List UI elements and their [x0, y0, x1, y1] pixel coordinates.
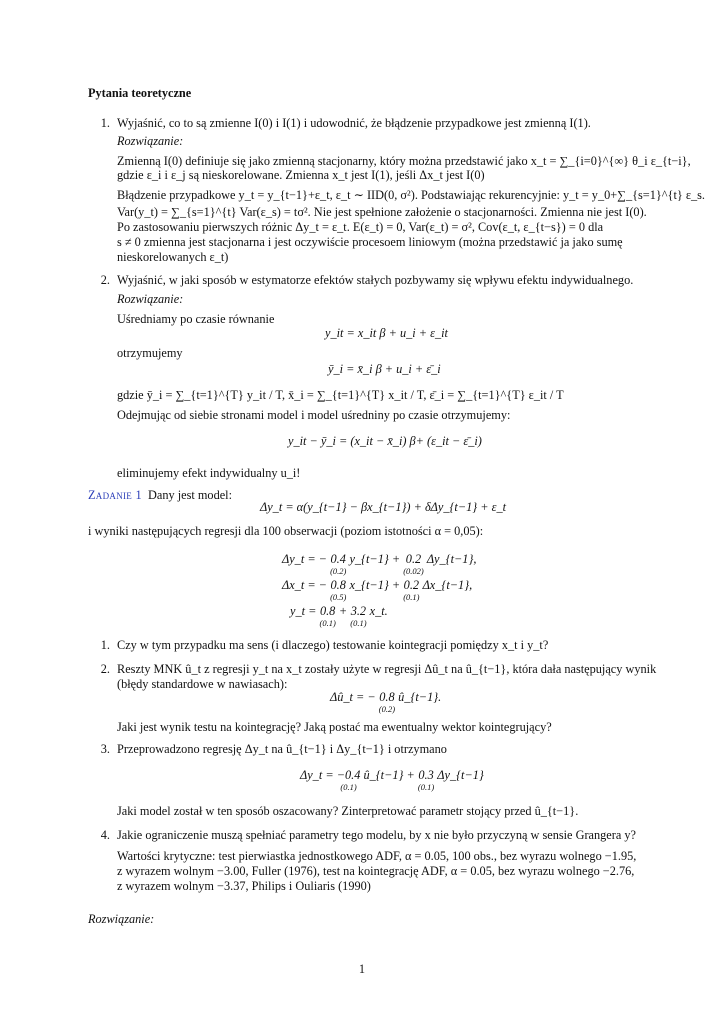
q2-equation-1: y_it = x_it β + u_i + ε_it	[325, 326, 448, 340]
q2-equation-2: ȳ_i = x̄_i β + u_i + ε̄_i	[328, 362, 441, 376]
reg3-se-1: (0.1)	[319, 618, 336, 628]
reg1-coef-1: 0.4	[330, 552, 346, 566]
item3-text1: Przeprowadzono regresję Δy_t na û_{t−1} i Δy_{t−1} i otrzymano	[117, 742, 447, 756]
item3-se-2: (0.1)	[417, 782, 435, 792]
item1-number: 1.	[100, 638, 110, 652]
regression-3: y_t = 0.8 (0.1) + 3.2 (0.1) x_t.	[290, 604, 388, 628]
zadanie-intro: Dany jest model:	[148, 488, 233, 502]
zadanie-solution-label: Rozwiązanie:	[88, 912, 155, 926]
item4-number: 4.	[100, 828, 110, 842]
reg2-coef-2: 0.2	[403, 578, 420, 592]
item3-coef-2: 0.3	[418, 768, 434, 782]
item4-crit1: Wartości krytyczne: test pierwiastka jednostkowego ADF, α = 0.05, 100 obs., bez wyrazu wolnego −1.95,	[117, 849, 637, 863]
item2-equation: Δû_t = − 0.8 (0.2) û_{t−1}.	[330, 690, 442, 714]
item2-number: 2.	[100, 662, 110, 676]
item2-text1: Reszty MNK û_t z regresji y_t na x_t zostały użyte w regresji Δû_t na û_{t−1}, która dała następujący wynik	[117, 662, 657, 676]
q2-number: 2.	[100, 273, 110, 287]
item2-se: (0.2)	[378, 704, 396, 714]
page-number: 1	[358, 962, 366, 976]
q2-equation-3: y_it − ȳ_i = (x_it − x̄_i) β+ (ε_it − ε̄_i)	[288, 434, 482, 448]
q1-p2-line3: Po zastosowaniu pierwszych różnic Δy_t = ε_t. E(ε_t) = 0, Var(ε_t) = σ², Cov(ε_t, ε_{t−s}) = 0 dla	[117, 220, 604, 234]
item2-text3: Jaki jest wynik testu na kointegrację? Jaką postać ma ewentualny wektor kointegrujący?	[117, 720, 552, 734]
reg2-coef-1: 0.8	[330, 578, 346, 592]
q2-solution-label: Rozwiązanie:	[117, 292, 184, 306]
reg3-se-2: (0.1)	[350, 618, 367, 628]
item3-se-1: (0.1)	[340, 782, 357, 792]
q1-p2-line5: nieskorelowanych ε_t)	[117, 250, 229, 264]
regression-1: Δy_t = − 0.4 (0.2) y_{t−1} + 0.2 (0.02) Δy_{t−1},	[282, 552, 477, 576]
reg3-coef-1: 0.8	[319, 604, 336, 618]
item3-text2: Jaki model został w ten sposób oszacowany? Zinterpretować parametr stojący przed û_{t−1}.	[117, 804, 579, 818]
q1-p1-line2: gdzie ε_i i ε_j są nieskorelowane. Zmienna x_t jest I(1), jeśli Δx_t jest I(0)	[117, 168, 485, 182]
regression-2: Δx_t = − 0.8 (0.5) x_{t−1} + 0.2 (0.1) Δx_{t−1},	[282, 578, 473, 602]
reg2-se-2: (0.1)	[403, 592, 420, 602]
item4-crit2: z wyrazem wolnym −3.00, Fuller (1976), test na kointegrację ADF, α = 0.05, bez wyrazu wolnego −2.76,	[117, 864, 635, 878]
item4-crit3: z wyrazem wolnym −3.37, Philips i Ouliaris (1990)	[117, 879, 371, 893]
item1-text: Czy w tym przypadku ma sens (i dlaczego) testowanie kointegracji pomiędzy x_t i y_t?	[117, 638, 549, 652]
reg1-se-1: (0.2)	[330, 566, 347, 576]
zadanie-model: Δy_t = α(y_{t−1} − βx_{t−1}) + δΔy_{t−1} + ε_t	[260, 500, 507, 514]
q1-number: 1.	[100, 116, 110, 130]
q1-p2-line2: Var(y_t) = ∑_{s=1}^{t} Var(ε_s) = tσ². Nie jest spełnione założenie o stacjonarności. Zmienna nie jest I(0).	[117, 205, 647, 219]
q2-line3: gdzie ȳ_i = ∑_{t=1}^{T} y_it / T, x̄_i = ∑_{t=1}^{T} x_it / T, ε̄_i = ∑_{t=1}^{T} ε_it / T	[117, 388, 564, 402]
q1-text: Wyjaśnić, co to są zmienne I(0) i I(1) i udowodnić, że błądzenie przypadkowe jest zmienną I(1).	[117, 116, 591, 130]
q2-line4: Odejmując od siebie stronami model i model uśredniny po czasie otrzymujemy:	[117, 408, 511, 422]
item2-text2: (błędy standardowe w nawiasach):	[117, 677, 288, 691]
reg1-se-2: (0.02)	[403, 566, 424, 576]
reg2-se-1: (0.5)	[330, 592, 347, 602]
zadanie-intro2: i wyniki następujących regresji dla 100 obserwacji (poziom istotności α = 0,05):	[88, 524, 484, 538]
item4-text1: Jakie ograniczenie muszą spełniać parametry tego modelu, by x nie było przyczyną w sensie Grangera y?	[117, 828, 636, 842]
q2-line5: eliminujemy efekt indywidualny u_i!	[117, 466, 301, 480]
q1-p1-line1: Zmienną I(0) definiuje się jako zmienną stacjonarny, który można przedstawić jako x_t = ∑_{i=0}^{∞} θ_i ε_{t−i},	[117, 154, 691, 168]
reg3-coef-2: 3.2	[350, 604, 367, 618]
q1-p2-line4: s ≠ 0 zmienna jest stacjonarna i jest oczywiście procesoem liniowym (można przedstawić ja jako sumę	[117, 235, 623, 249]
q2-line2: otrzymujemy	[117, 346, 183, 360]
item3-coef-1: −0.4	[336, 768, 361, 782]
zadanie-label: Zadanie 1	[88, 488, 142, 502]
section-title: Pytania teoretyczne	[88, 86, 192, 100]
q2-text: Wyjaśnić, w jaki sposób w estymatorze efektów stałych pozbywamy się wpływu efektu indywidualnego.	[117, 273, 634, 287]
item2-coef: 0.8	[379, 690, 395, 704]
reg1-coef-2: 0.2	[405, 552, 422, 566]
item3-number: 3.	[100, 742, 110, 756]
q1-solution-label: Rozwiązanie:	[117, 134, 184, 148]
q2-line1: Uśredniamy po czasie równanie	[117, 312, 275, 326]
q1-p2-line1: Błądzenie przypadkowe y_t = y_{t−1}+ε_t, ε_t ∼ IID(0, σ²). Podstawiając rekurencyjnie: y_t = y_0+∑_{s=1}^{t} ε_s.	[117, 188, 706, 202]
item3-equation: Δy_t = −0.4 (0.1) û_{t−1} + 0.3 (0.1) Δy_{t−1}	[300, 768, 484, 792]
